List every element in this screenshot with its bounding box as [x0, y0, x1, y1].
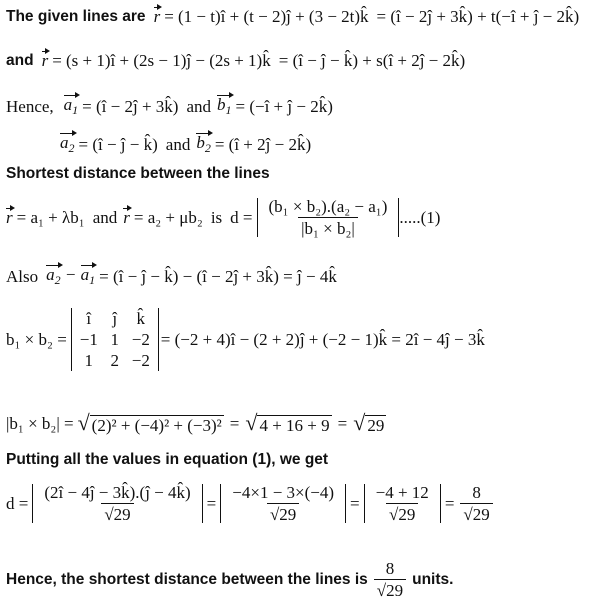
a2-value: = (î − ĵ − k̂)	[78, 134, 158, 154]
r2-expression: = a₂ + μb₂	[133, 208, 203, 227]
magnitude-row	[6, 412, 386, 434]
formula-numerator: (b₁ × b₂).(a₂ − a₁)	[268, 197, 388, 216]
and-word-2: and	[165, 134, 191, 154]
final-num-2: −4×1 − 3×(−4)	[232, 483, 335, 502]
a2-b2-row	[60, 134, 311, 154]
a1-value: = (î − 2ĵ + 3k̂)	[82, 96, 179, 116]
equals-sign: =	[350, 494, 360, 513]
final-den-2: √29	[267, 503, 299, 523]
final-num-3: −4 + 12	[375, 483, 429, 502]
det-cell: −2	[131, 351, 150, 370]
det-cell: 1	[84, 351, 94, 370]
det-cell: ĵ	[112, 309, 118, 328]
given-r-equation: = (1 − t)î + (t − 2)ĵ + (3 − 2t)k̂	[164, 7, 369, 26]
shortest-heading	[6, 166, 270, 182]
final-abs-3	[364, 484, 441, 523]
final-num-1: (2î − 4ĵ − 3k̂).(ĵ − 4k̂)	[44, 483, 191, 502]
det-cell: 2	[110, 351, 120, 370]
d-equals: d =	[230, 208, 253, 227]
det-cell: k̂	[136, 309, 146, 328]
magnitude-lhs: |b₁ × b₂| =	[6, 413, 74, 433]
final-den-4: √29	[460, 503, 492, 523]
sqrt-1: √ (2)² + (−4)² + (−3)²	[77, 410, 222, 435]
conclusion-text: Hence, the shortest distance between the lines is	[6, 570, 368, 588]
cross-determinant	[71, 308, 159, 371]
final-fraction	[460, 484, 492, 523]
r-symbol-3: r	[6, 208, 13, 227]
b2-symbol: $b_2$	[196, 133, 211, 155]
sqrt-2: √ 4 + 16 + 9	[245, 410, 330, 435]
final-den-1: √29	[101, 503, 133, 523]
b2-value: = (î + 2ĵ − 2k̂)	[214, 134, 312, 154]
cross-rhs: = (−2 + 4)î − (2 + 2)ĵ + (−2 − 1)k̂ = 2î − 4ĵ − 3k̂	[160, 330, 485, 349]
hence-label: Hence,	[6, 96, 54, 116]
sqrt-1-arg: (2)² + (−4)² + (−3)²	[91, 416, 222, 435]
and-r-vector-form: = (î − ĵ − k̂) + s(î + 2ĵ − 2k̂)	[278, 51, 466, 70]
distance-formula-row	[6, 198, 440, 237]
also-expression: = (î − ĵ − k̂) − (î − 2ĵ + 3k̂) = ĵ − 4k̂	[99, 266, 337, 286]
given-lines-label: The given lines are	[6, 7, 146, 25]
final-num-4: 8	[472, 483, 481, 502]
a2-symbol: $a_2$	[60, 133, 75, 155]
conclusion-units: units.	[412, 570, 454, 588]
conclusion-num: 8	[385, 559, 395, 578]
final-d-equals: d =	[6, 494, 29, 513]
given-r-vector-form: = (î − 2ĵ + 3k̂) + t(−î + ĵ − 2k̂)	[376, 7, 580, 26]
and-r-equation: = (s + 1)î + (2s − 1)ĵ − (2s + 1)k̂	[52, 51, 271, 70]
and-word-1: and	[186, 96, 211, 116]
r-vector-symbol: r	[153, 7, 161, 26]
distance-formula-abs	[257, 198, 400, 237]
a2-minus-a1-symbol: $a_2 - a_1$	[46, 265, 96, 287]
equals-sign: =	[337, 413, 348, 433]
and-line-row	[6, 52, 465, 69]
sqrt-2-arg: 4 + 16 + 9	[259, 416, 330, 435]
final-abs-1	[32, 484, 202, 523]
det-cell: −1	[79, 330, 98, 349]
det-cell: 1	[110, 330, 120, 349]
cross-lhs: b₁ × b₂ =	[6, 330, 67, 349]
formula-denominator: |b₁ × b₂|	[298, 217, 358, 237]
and-label: and	[6, 51, 34, 69]
r-symbol-4: r	[123, 208, 130, 227]
also-label: Also	[6, 266, 39, 286]
and-word-3: and	[92, 208, 118, 227]
putting-text: Putting all the values in equation (1), we get	[6, 451, 329, 468]
final-den-3: √29	[386, 503, 418, 523]
conclusion-row	[6, 560, 453, 599]
final-abs-2	[220, 484, 346, 523]
conclusion-den: √29	[374, 579, 406, 599]
sqrt-3-arg: 29	[367, 416, 385, 435]
a1-symbol: $a_1$	[63, 95, 79, 117]
b1-symbol: $b_1$	[217, 95, 232, 117]
equals-sign: =	[206, 494, 217, 513]
sqrt-3: √ 29	[353, 410, 385, 435]
det-cell: −2	[131, 330, 150, 349]
det-cell: î	[86, 309, 92, 328]
equals-sign: =	[444, 494, 455, 513]
putting-row	[6, 452, 328, 468]
b1-value: = (−î + ĵ − 2k̂)	[235, 96, 333, 116]
hence-a1-b1-row	[6, 96, 333, 116]
r-vector-symbol-2: r	[41, 51, 49, 70]
r1-expression: = a₁ + λb₁	[16, 208, 85, 227]
is-word: is	[210, 208, 223, 227]
also-row	[6, 266, 337, 286]
cross-product-row	[6, 308, 485, 371]
final-distance-row	[6, 484, 495, 523]
given-lines-row	[6, 8, 579, 25]
conclusion-fraction	[374, 560, 406, 599]
equation-ref-1: .....(1)	[399, 208, 441, 227]
equals-sign: =	[229, 413, 240, 433]
shortest-heading-text: Shortest distance between the lines	[6, 165, 270, 182]
